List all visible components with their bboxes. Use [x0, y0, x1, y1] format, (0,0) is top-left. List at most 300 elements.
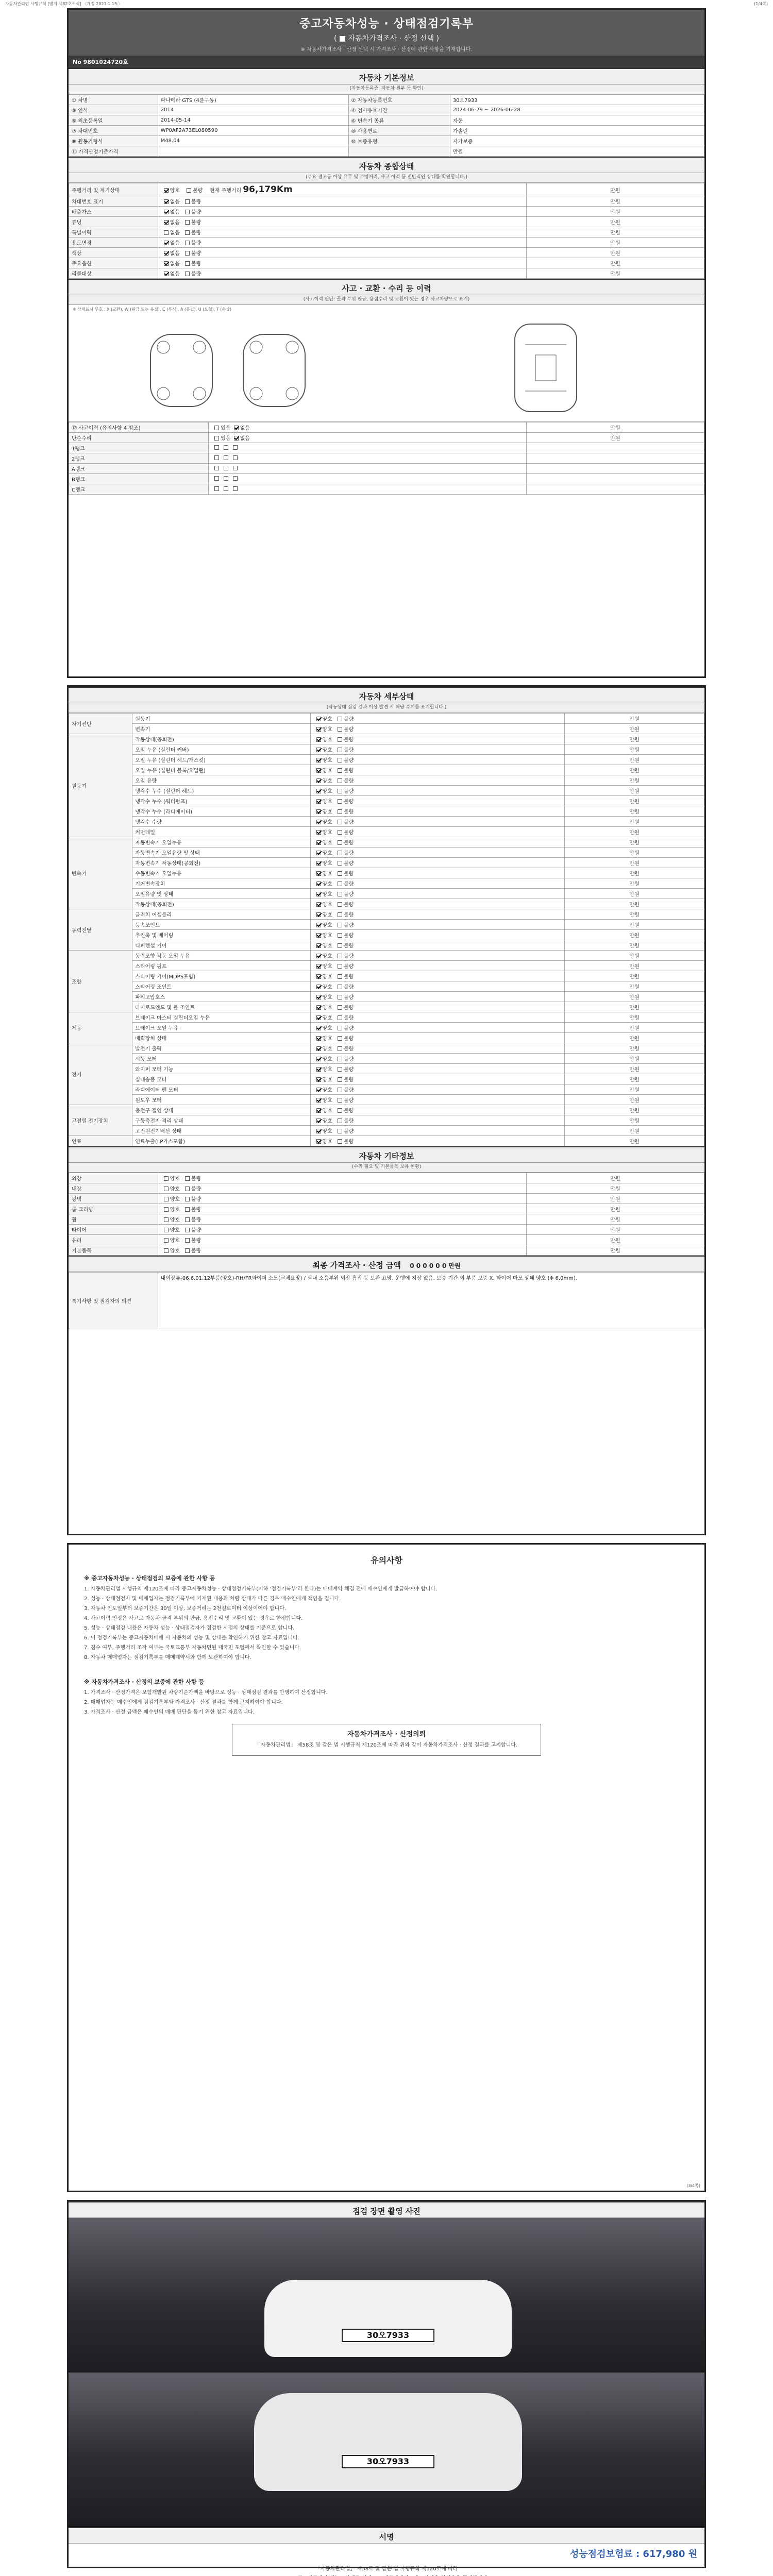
summary-price-cell: 만원 [526, 183, 704, 196]
checkbox-icon[interactable] [164, 261, 169, 266]
detail-row [69, 1126, 704, 1136]
state-label: 불량 [343, 840, 354, 846]
checkbox-icon[interactable] [164, 220, 169, 225]
checkbox-icon[interactable] [185, 1207, 190, 1212]
photo-heading: 점검 장면 촬영 사진 [69, 2201, 704, 2218]
checkbox-icon[interactable] [338, 830, 342, 835]
fee-value: 617,980 원 [643, 2549, 697, 2560]
detail-row [69, 786, 704, 796]
state-label: 불량 [343, 1005, 354, 1011]
basic-value: 30오7933 [450, 95, 704, 105]
checkbox-icon[interactable] [316, 861, 321, 866]
checkbox-icon[interactable] [338, 789, 342, 793]
checkbox-icon[interactable] [316, 820, 321, 824]
detail-row [69, 1002, 704, 1012]
detail-item: 자동변속기 오일유량 및 상태 [132, 848, 310, 858]
doc-title: 중고자동차성능 · 상태점검기록부 [299, 18, 474, 30]
detail-state [310, 889, 564, 899]
checkbox-icon[interactable] [316, 1057, 321, 1061]
state-label: 없음 [170, 230, 180, 236]
checkbox-icon[interactable] [316, 1108, 321, 1113]
checkbox-icon[interactable] [316, 923, 321, 927]
notice-section [69, 1545, 704, 1769]
detail-state [310, 971, 564, 981]
state-label: 불량 [191, 1228, 201, 1233]
state-label: 없음 [170, 272, 180, 277]
detail-price: 만원 [564, 868, 704, 878]
checkbox-icon[interactable] [338, 1015, 342, 1020]
checkbox-icon[interactable] [338, 1129, 342, 1133]
basic-value: 2014 [158, 105, 348, 115]
checkbox-icon[interactable] [316, 1067, 321, 1072]
rank-options [209, 443, 527, 453]
accident-simple-label: 단순수리 [69, 433, 209, 443]
detail-item: 스티어링 조인트 [132, 981, 310, 992]
checkbox-icon[interactable] [316, 717, 321, 721]
checkbox-icon[interactable] [316, 1046, 321, 1051]
checkbox-icon[interactable] [234, 436, 239, 440]
checkbox-icon[interactable] [338, 974, 342, 979]
detail-price: 만원 [564, 909, 704, 920]
detail-state [310, 930, 564, 940]
car-side-icon [140, 319, 315, 417]
basic-label: ⑦ 차대번호 [69, 126, 158, 136]
accident-table: ⑫ 사고이력 (유의사항 4 참조) 있음 없음 만원 단순수리 있음 없음 만원 1랭크 2랭크 A랭크 B랭크 C랭크 [69, 422, 704, 495]
checkbox-icon[interactable] [234, 426, 239, 430]
checkbox-icon[interactable] [316, 1005, 321, 1010]
other-heading: 자동차 기타정보 [69, 1146, 704, 1163]
checkbox-icon[interactable] [185, 1228, 190, 1232]
detail-item: 스티어링 펌프 [132, 961, 310, 971]
print-header [5, 1, 768, 7]
state-label: 양호 [322, 1088, 332, 1093]
checkbox-icon[interactable] [316, 882, 321, 886]
checkbox-icon[interactable] [338, 820, 342, 824]
detail-price: 만원 [564, 714, 704, 724]
checkbox-icon[interactable] [224, 445, 228, 450]
summary-row-value [158, 196, 526, 207]
state-label: 양호 [322, 809, 332, 815]
checkbox-icon[interactable] [338, 768, 342, 773]
rank-label: B랭크 [69, 474, 209, 484]
checkbox-icon[interactable] [316, 768, 321, 773]
state-label: 양호 [322, 1067, 332, 1073]
checkbox-icon[interactable] [338, 717, 342, 721]
checkbox-icon[interactable] [316, 964, 321, 969]
detail-row [69, 1115, 704, 1126]
other-state [158, 1225, 526, 1235]
detail-item: 커먼레일 [132, 827, 310, 837]
basic-row [69, 105, 704, 115]
notice-paragraph: 6. 이 점검기록부는 중고자동차매매 시 자동차의 성능 및 상태를 확인하기 위한 참고 자료입니다. [84, 1635, 299, 1641]
checkbox-icon[interactable] [164, 1228, 169, 1232]
detail-state [310, 1043, 564, 1054]
state-label: 양호 [322, 1139, 332, 1145]
state-label: 불량 [191, 1238, 201, 1244]
summary-row [69, 268, 704, 279]
checkbox-icon[interactable] [233, 486, 238, 491]
checkbox-icon[interactable] [338, 758, 342, 762]
checkbox-icon[interactable] [316, 809, 321, 814]
checkbox-icon[interactable] [316, 1036, 321, 1041]
detail-state [310, 817, 564, 827]
checkbox-icon[interactable] [164, 251, 169, 256]
state-label: 불량 [191, 1187, 201, 1192]
checkbox-icon[interactable] [233, 455, 238, 460]
checkbox-icon[interactable] [164, 1176, 169, 1181]
detail-row [69, 1136, 704, 1146]
checkbox-icon[interactable] [316, 892, 321, 896]
opinion-heading [69, 1256, 704, 1272]
detail-group: 전기 [69, 1043, 132, 1105]
detail-row [69, 827, 704, 837]
checkbox-icon[interactable] [338, 1067, 342, 1072]
checkbox-icon[interactable] [316, 840, 321, 845]
checkbox-icon[interactable] [316, 1129, 321, 1133]
checkbox-icon[interactable] [338, 809, 342, 814]
detail-price: 만원 [564, 1064, 704, 1074]
detail-price: 만원 [564, 806, 704, 817]
opinion-amount: 0 0 0 0 0 0 만원 [410, 1262, 461, 1269]
state-label: 양호 [322, 840, 332, 846]
detail-group: 자기진단 [69, 714, 132, 734]
checkbox-icon[interactable] [164, 1197, 169, 1201]
state-label: 양호 [322, 851, 332, 856]
state-label: 불량 [343, 768, 354, 774]
checkbox-icon[interactable] [338, 1108, 342, 1113]
checkbox-icon[interactable] [214, 445, 219, 450]
accident-price: 만원 [526, 422, 704, 433]
detail-row [69, 858, 704, 868]
state-label: 양호 [322, 861, 332, 867]
checkbox-icon[interactable] [185, 220, 190, 225]
state-label: 불량 [343, 1129, 354, 1134]
basic-label: ④ 검사유효기간 [348, 105, 450, 115]
state-label: 불량 [343, 778, 354, 784]
checkbox-icon[interactable] [316, 902, 321, 907]
checkbox-icon[interactable] [185, 210, 190, 214]
detail-row [69, 1033, 704, 1043]
checkbox-icon[interactable] [338, 1088, 342, 1092]
basic-label: ① 차명 [69, 95, 158, 105]
checkbox-icon[interactable] [338, 964, 342, 969]
checkbox-icon[interactable] [214, 476, 219, 481]
basic-value: 파나메라 GTS (4륜구동) [158, 95, 348, 105]
notice-paragraph: 3. 자동차 인도일부터 보증기간은 30일 이상, 보증거리는 2천킬로미터 이상이어야 합니다. [84, 1606, 287, 1612]
checkbox-icon[interactable] [164, 1207, 169, 1212]
checkbox-icon[interactable] [316, 871, 321, 876]
summary-price-cell: 만원 [526, 238, 704, 248]
checkbox-icon[interactable] [338, 1077, 342, 1082]
checkbox-icon[interactable] [185, 199, 190, 204]
state-label: 불량 [343, 727, 354, 733]
checkbox-icon[interactable] [316, 1098, 321, 1103]
checkbox-icon[interactable] [185, 1176, 190, 1181]
detail-price: 만원 [564, 992, 704, 1002]
checkbox-icon[interactable] [164, 1187, 169, 1191]
notice-paragraph: 4. 사고이력 인정은 사고로 자동차 골격 부위의 판금, 용접수리 및 교환이 있는 경우로 한정합니다. [84, 1616, 303, 1621]
checkbox-icon[interactable] [164, 272, 169, 276]
state-label: 불량 [343, 1067, 354, 1073]
detail-price: 만원 [564, 858, 704, 868]
summary-row-label: 특별이력 [69, 227, 158, 238]
checkbox-icon[interactable] [224, 476, 228, 481]
detail-item: 오일 누유 (실린더 블록/오일팬) [132, 765, 310, 775]
rank-options [209, 464, 527, 474]
checkbox-icon[interactable] [338, 871, 342, 876]
detail-group: 동력전달 [69, 909, 132, 951]
checkbox-icon[interactable] [338, 882, 342, 886]
checkbox-icon[interactable] [185, 272, 190, 276]
checkbox-icon[interactable] [338, 1057, 342, 1061]
detail-item: 기어변속장치 [132, 878, 310, 889]
checkbox-icon[interactable] [187, 188, 191, 193]
checkbox-icon[interactable] [185, 1187, 190, 1191]
checkbox-icon[interactable] [214, 486, 219, 491]
detail-heading: 자동차 세부상태 [69, 687, 704, 703]
detail-state [310, 848, 564, 858]
basic-info-table [69, 94, 704, 157]
checkbox-icon[interactable] [316, 974, 321, 979]
checkbox-icon[interactable] [233, 476, 238, 481]
state-label: 양호 [322, 923, 332, 928]
state-label: 불량 [191, 210, 201, 215]
other-sub: (수리 필요 및 기본품목 보유 현황) [69, 1163, 704, 1173]
checkbox-icon[interactable] [316, 727, 321, 732]
checkbox-icon[interactable] [316, 1139, 321, 1144]
state-label: 없음 [170, 210, 180, 215]
state-label: 없음 [170, 199, 180, 205]
checkbox-icon[interactable] [316, 912, 321, 917]
state-label: 불량 [343, 995, 354, 1001]
detail-price: 만원 [564, 940, 704, 951]
checkbox-icon[interactable] [338, 861, 342, 866]
checkbox-icon[interactable] [316, 1088, 321, 1092]
detail-item: 타이로드엔드 및 볼 조인트 [132, 1002, 310, 1012]
checkbox-icon[interactable] [338, 954, 342, 958]
checkbox-icon[interactable] [185, 241, 190, 245]
state-label: 양호 [170, 1228, 180, 1233]
checkbox-icon[interactable] [164, 199, 169, 204]
detail-state [310, 744, 564, 755]
state-label: 불량 [343, 892, 354, 897]
state-label: 불량 [343, 820, 354, 825]
checkbox-icon[interactable] [164, 241, 169, 245]
checkbox-icon[interactable] [338, 892, 342, 896]
rank-price [526, 464, 704, 474]
basic-row [69, 126, 704, 136]
checkbox-icon[interactable] [233, 445, 238, 450]
state-label: 양호 [322, 1015, 332, 1021]
state-label: 불량 [191, 230, 201, 236]
detail-price: 만원 [564, 1002, 704, 1012]
state-label: 양호 [322, 1036, 332, 1042]
summary-heading: 자동차 종합상태 [69, 157, 704, 173]
checkbox-icon[interactable] [185, 1197, 190, 1201]
detail-state [310, 796, 564, 806]
checkbox-icon[interactable] [316, 995, 321, 999]
checkbox-icon[interactable] [214, 466, 219, 470]
checkbox-icon[interactable] [338, 1098, 342, 1103]
checkbox-icon[interactable] [338, 799, 342, 804]
inspection-photo-front [69, 2218, 704, 2372]
state-label: 불량 [343, 1046, 354, 1052]
state-label: 양호 [322, 727, 332, 733]
checkbox-icon[interactable] [316, 830, 321, 835]
other-price: 만원 [526, 1235, 704, 1245]
opinion-table [69, 1272, 704, 1329]
other-label: 기본품목 [69, 1245, 158, 1256]
checkbox-icon[interactable] [224, 455, 228, 460]
checkbox-icon[interactable] [338, 851, 342, 855]
checkbox-icon[interactable] [316, 748, 321, 752]
state-label: 불량 [343, 748, 354, 753]
checkbox-icon[interactable] [338, 1026, 342, 1030]
detail-row [69, 878, 704, 889]
checkbox-icon[interactable] [338, 737, 342, 742]
detail-state [310, 1064, 564, 1074]
detail-row [69, 868, 704, 878]
state-label: 불량 [343, 851, 354, 856]
checkbox-icon[interactable] [185, 261, 190, 266]
checkbox-icon[interactable] [233, 466, 238, 470]
notice-heading-2: ※ 자동차가격조사 · 산정의 보증에 관한 사항 등 [84, 1679, 204, 1685]
checkbox-icon[interactable] [224, 466, 228, 470]
checkbox-icon[interactable] [338, 995, 342, 999]
detail-item: 추진축 및 베어링 [132, 930, 310, 940]
checkbox-icon[interactable] [316, 737, 321, 742]
other-label: 외장 [69, 1173, 158, 1183]
checkbox-icon[interactable] [316, 1026, 321, 1030]
detail-item: 고전원전기배선 상태 [132, 1126, 310, 1136]
other-row [69, 1214, 704, 1225]
detail-item: 오일 누유 (실린더 헤드/개스킷) [132, 755, 310, 765]
checkbox-icon[interactable] [338, 933, 342, 938]
other-label: 룸 크리닝 [69, 1204, 158, 1214]
mileage-value: 96,179Km [243, 184, 293, 195]
other-label: 타이어 [69, 1225, 158, 1235]
state-label: 양호 [322, 974, 332, 980]
checkbox-icon[interactable] [185, 1217, 190, 1222]
checkbox-icon[interactable] [338, 727, 342, 732]
rank-options [209, 484, 527, 495]
detail-row [69, 920, 704, 930]
detail-price: 만원 [564, 1023, 704, 1033]
checkbox-icon[interactable] [316, 851, 321, 855]
checkbox-icon[interactable] [164, 210, 169, 214]
summary-row [69, 238, 704, 248]
checkbox-icon[interactable] [214, 436, 219, 440]
detail-state [310, 1002, 564, 1012]
summary-row-value [158, 248, 526, 258]
basic-value: M48.04 [158, 136, 348, 146]
checkbox-icon[interactable] [185, 1248, 190, 1253]
checkbox-icon[interactable] [338, 923, 342, 927]
checkbox-icon[interactable] [316, 1118, 321, 1123]
detail-item: 오일 유량 [132, 775, 310, 786]
detail-row [69, 909, 704, 920]
checkbox-icon[interactable] [316, 758, 321, 762]
checkbox-icon[interactable] [338, 985, 342, 989]
checkbox-icon[interactable] [338, 1046, 342, 1051]
notice-paragraph: 1. 가격조사 · 산정가격은 보험개발원 차량기준가액을 바탕으로 성능 · 상태점검 결과를 반영하여 산정합니다. [84, 1690, 328, 1696]
basic-label: ③ 연식 [69, 105, 158, 115]
rank-label: 2랭크 [69, 453, 209, 464]
checkbox-icon[interactable] [316, 778, 321, 783]
checkbox-icon[interactable] [214, 426, 219, 430]
detail-row [69, 817, 704, 827]
checkbox-icon[interactable] [338, 1036, 342, 1041]
checkbox-icon[interactable] [316, 1015, 321, 1020]
state-label: 불량 [343, 1036, 354, 1042]
other-label: 내장 [69, 1183, 158, 1194]
detail-price: 만원 [564, 1136, 704, 1146]
checkbox-icon[interactable] [185, 251, 190, 256]
checkbox-icon[interactable] [338, 1118, 342, 1123]
checkbox-icon[interactable] [338, 778, 342, 783]
checkbox-icon[interactable] [338, 1139, 342, 1144]
detail-row [69, 1095, 704, 1105]
detail-price: 만원 [564, 971, 704, 981]
state-label: 불량 [191, 272, 201, 277]
state-label: 양호 [322, 943, 332, 949]
checkbox-icon[interactable] [316, 933, 321, 938]
checkbox-icon[interactable] [164, 1238, 169, 1243]
checkbox-icon[interactable] [338, 1005, 342, 1010]
checkbox-icon[interactable] [316, 1077, 321, 1082]
checkbox-icon[interactable] [338, 748, 342, 752]
checkbox-icon[interactable] [185, 1238, 190, 1243]
checkbox-icon[interactable] [164, 1217, 169, 1222]
checkbox-icon[interactable] [338, 943, 342, 948]
checkbox-icon[interactable] [316, 985, 321, 989]
detail-state [310, 734, 564, 744]
detail-row [69, 796, 704, 806]
detail-state [310, 827, 564, 837]
checkbox-icon[interactable] [164, 1248, 169, 1253]
detail-item: 변속기 [132, 724, 310, 734]
summary-row [69, 227, 704, 238]
checkbox-icon[interactable] [164, 188, 169, 193]
checkbox-icon[interactable] [316, 954, 321, 958]
basic-value: 2024-06-29 ~ 2026-06-28 [450, 105, 704, 115]
detail-row [69, 1043, 704, 1054]
checkbox-icon[interactable] [316, 943, 321, 948]
checkbox-icon[interactable] [338, 902, 342, 907]
detail-state [310, 909, 564, 920]
rank-label: A랭크 [69, 464, 209, 474]
summary-row [69, 207, 704, 217]
state-label: 불량 [343, 1118, 354, 1124]
detail-row [69, 1084, 704, 1095]
state-label: 양호 [322, 789, 332, 794]
detail-price: 만원 [564, 1074, 704, 1084]
checkbox-icon[interactable] [214, 455, 219, 460]
summary-row-value [158, 207, 526, 217]
checkbox-icon[interactable] [338, 912, 342, 917]
checkbox-icon[interactable] [316, 799, 321, 804]
checkbox-icon[interactable] [338, 840, 342, 845]
state-label: 양호 [322, 799, 332, 805]
other-state [158, 1214, 526, 1225]
notice-heading-1: ※ 중고자동차성능 · 상태점검의 보증에 관한 사항 등 [84, 1575, 215, 1582]
checkbox-icon[interactable] [185, 230, 190, 235]
basic-info-sub: (자동차등록증, 자동차 원부 등 확인) [69, 84, 704, 94]
checkbox-icon[interactable] [316, 789, 321, 793]
checkbox-icon[interactable] [224, 486, 228, 491]
opinion-title: 최종 가격조사 · 산정 금액 [312, 1261, 401, 1270]
checkbox-icon[interactable] [164, 230, 169, 235]
